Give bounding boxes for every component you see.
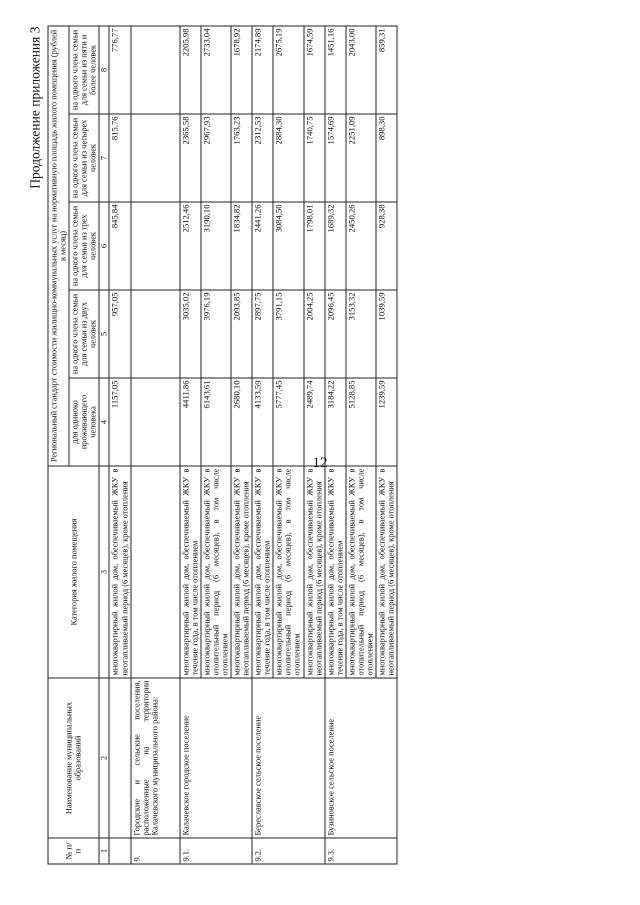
value-two: 1039,59 bbox=[376, 290, 397, 378]
value-five-plus: 1674,59 bbox=[304, 26, 325, 114]
value-five-plus: 1451,16 bbox=[325, 26, 346, 114]
value-four: 2365,58 bbox=[180, 114, 201, 202]
value-five-plus: 2174,89 bbox=[252, 26, 273, 114]
value-four: 1574,69 bbox=[325, 114, 346, 202]
header-single-person: для одиноко проживающего человека bbox=[69, 378, 99, 466]
value-single: 4133,59 bbox=[252, 378, 273, 466]
value-two: 2897,75 bbox=[252, 290, 273, 378]
header-category: Категория жилого помещения bbox=[48, 466, 99, 678]
value-two: 3153,32 bbox=[346, 290, 376, 378]
housing-category: многоквартирный жилой дом, обеспечиваемый ЖКУ в неотапливаемый период (6 месяцев), кроме отопления bbox=[376, 466, 397, 678]
housing-category: многоквартирный жилой дом, обеспечиваемый ЖКУ в течение года, в том числе отоплением bbox=[325, 466, 346, 678]
value-single: 6143,61 bbox=[201, 378, 231, 466]
value-three: 845,84 bbox=[109, 202, 130, 290]
value-three: 1798,01 bbox=[304, 202, 325, 290]
value-five-plus: 1678,92 bbox=[231, 26, 252, 114]
table-row bbox=[252, 26, 273, 864]
table-row bbox=[109, 26, 130, 864]
value-three: 3084,50 bbox=[273, 202, 303, 290]
value-two: 3976,19 bbox=[201, 290, 231, 378]
appendix-heading: Продолжение приложения 3 bbox=[27, 26, 43, 189]
housing-category: многоквартирный жилой дом, обеспечиваемый ЖКУ в течение года, в том числе отоплением bbox=[252, 466, 273, 678]
column-number-row bbox=[99, 26, 109, 864]
page-number: 12 bbox=[312, 455, 328, 471]
header-three-persons: на одного члена семьи для семьи из трех человек bbox=[69, 202, 99, 290]
value-five-plus: 2205,98 bbox=[180, 26, 201, 114]
value-three: 3190,10 bbox=[201, 202, 231, 290]
table-row bbox=[180, 26, 201, 864]
value-four: 1763,23 bbox=[231, 114, 252, 202]
value-three: 2450,26 bbox=[346, 202, 376, 290]
value-three: 1689,32 bbox=[325, 202, 346, 290]
value-three bbox=[131, 202, 180, 290]
row-number: 9.3. bbox=[325, 838, 398, 864]
value-two: 2093,85 bbox=[231, 290, 252, 378]
column-number: 1 bbox=[99, 838, 109, 864]
row-number: 9.1. bbox=[180, 838, 253, 864]
column-number: 5 bbox=[99, 290, 109, 378]
column-number: 2 bbox=[99, 678, 109, 838]
housing-category: многоквартирный жилой дом, обеспечиваемый ЖКУ в неотапливаемый период (6 месяцев), кроме отопления bbox=[231, 466, 252, 678]
housing-category: многоквартирный жилой дом, обеспечиваемый ЖКУ в отопительный период (6 месяцев), в том числе отоплением bbox=[201, 466, 231, 678]
value-five-plus: 2675,19 bbox=[273, 26, 303, 114]
value-single: 1157,05 bbox=[109, 378, 130, 466]
column-number: 3 bbox=[99, 466, 109, 678]
municipality-name: Береславское сельское поселение bbox=[252, 678, 325, 838]
value-four: 2251,09 bbox=[346, 114, 376, 202]
housing-category bbox=[131, 466, 180, 678]
value-single: 2489,74 bbox=[304, 378, 325, 466]
value-two: 3791,15 bbox=[273, 290, 303, 378]
municipality-name: Калачевское городское поселение bbox=[180, 678, 253, 838]
housing-category: многоквартирный жилой дом, обеспечиваемый ЖКУ в неотапливаемый период (6 месяцев), кроме отопления bbox=[109, 466, 130, 678]
header-five-plus-persons: на одного члена семьи для семьи из пяти и более человек bbox=[69, 26, 99, 114]
table-row bbox=[325, 26, 346, 864]
value-single: 5128,85 bbox=[346, 378, 376, 466]
value-five-plus: 2043,00 bbox=[346, 26, 376, 114]
column-number: 6 bbox=[99, 202, 109, 290]
standard-cost-table bbox=[48, 25, 398, 864]
row-number bbox=[109, 838, 130, 864]
header-municipality: Наименование муниципальных образований bbox=[48, 678, 99, 838]
value-three: 2512,46 bbox=[180, 202, 201, 290]
value-single: 3184,22 bbox=[325, 378, 346, 466]
header-regional-standard: Региональный стандарт стоимости жилищно-коммунальных услуг на нормативную площадь жилого помещения (рублей в месяц) bbox=[48, 26, 69, 466]
value-four: 1740,75 bbox=[304, 114, 325, 202]
value-single: 1239,59 bbox=[376, 378, 397, 466]
municipality-name bbox=[109, 678, 130, 838]
header-two-persons: на одного члена семьи для семьи из двух человек bbox=[69, 290, 99, 378]
value-single: 5777,45 bbox=[273, 378, 303, 466]
value-four: 815,76 bbox=[109, 114, 130, 202]
table-row bbox=[131, 26, 180, 864]
value-five-plus: 859,31 bbox=[376, 26, 397, 114]
housing-category: многоквартирный жилой дом, обеспечиваемый ЖКУ в отопительный период (6 месяцев), в том числе отоплением bbox=[346, 466, 376, 678]
row-number: 9. bbox=[131, 838, 180, 864]
header-four-persons: на одного члена семьи для семьи из четырех человек bbox=[69, 114, 99, 202]
municipality-name: Городские и сельские поселения, расположенные на территории Калачевского муниципального района: bbox=[131, 678, 180, 838]
housing-category: многоквартирный жилой дом, обеспечиваемый ЖКУ в неотапливаемый период (6 месяцев), кроме отопления bbox=[304, 466, 325, 678]
municipality-name: Бузиновское сельское поселение bbox=[325, 678, 398, 838]
header-number: № п/п bbox=[48, 838, 99, 864]
column-number: 8 bbox=[99, 26, 109, 114]
value-three: 928,38 bbox=[376, 202, 397, 290]
value-two: 2096,45 bbox=[325, 290, 346, 378]
value-five-plus: 2733,04 bbox=[201, 26, 231, 114]
value-two bbox=[131, 290, 180, 378]
value-five-plus: 776,77 bbox=[109, 26, 130, 114]
rotated-content bbox=[28, 25, 613, 875]
value-single: 4411,86 bbox=[180, 378, 201, 466]
value-four: 2312,53 bbox=[252, 114, 273, 202]
value-three: 2441,26 bbox=[252, 202, 273, 290]
column-number: 7 bbox=[99, 114, 109, 202]
value-single bbox=[131, 378, 180, 466]
value-two: 3035,02 bbox=[180, 290, 201, 378]
value-five-plus bbox=[131, 26, 180, 114]
value-two: 2004,25 bbox=[304, 290, 325, 378]
housing-category: многоквартирный жилой дом, обеспечиваемый ЖКУ в отопительный период (6 месяцев), в том числе отоплением bbox=[273, 466, 303, 678]
column-number: 4 bbox=[99, 378, 109, 466]
value-single: 2680,10 bbox=[231, 378, 252, 466]
value-four: 2967,93 bbox=[201, 114, 231, 202]
value-three: 1834,82 bbox=[231, 202, 252, 290]
value-two: 957,05 bbox=[109, 290, 130, 378]
value-four bbox=[131, 114, 180, 202]
value-four: 2884,30 bbox=[273, 114, 303, 202]
housing-category: многоквартирный жилой дом, обеспечиваемый ЖКУ в течение года, в том числе отоплением bbox=[180, 466, 201, 678]
value-four: 898,30 bbox=[376, 114, 397, 202]
row-number: 9.2. bbox=[252, 838, 325, 864]
